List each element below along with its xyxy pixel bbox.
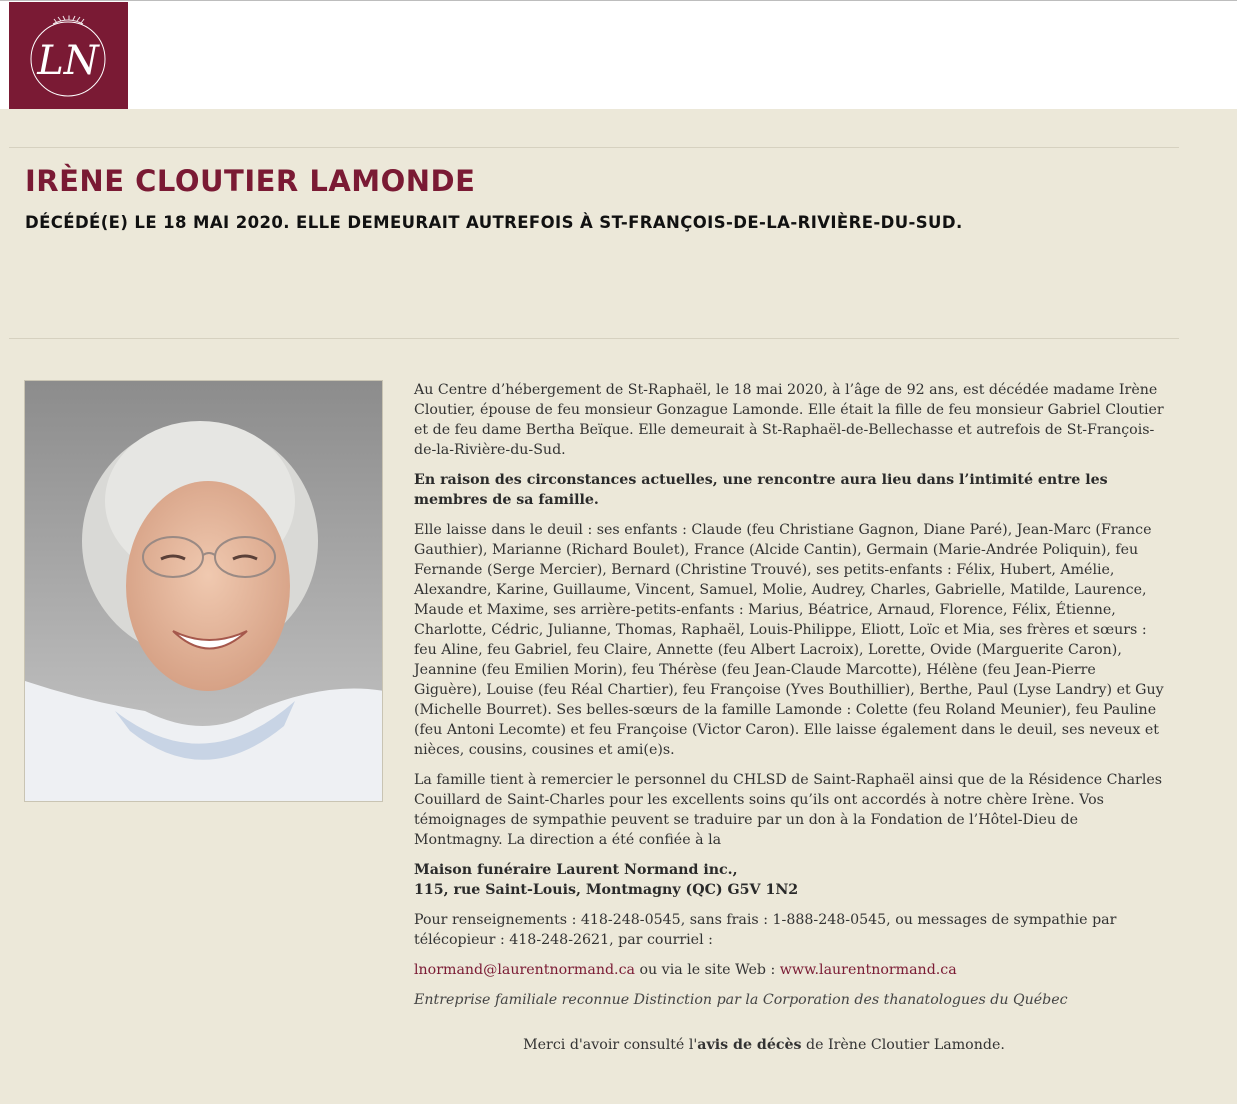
portrait-photo-icon xyxy=(25,381,383,802)
svg-text:LN: LN xyxy=(37,38,99,84)
funeral-home-name: Maison funéraire Laurent Normand inc., xyxy=(414,862,738,878)
via-text: ou via le site Web : xyxy=(634,962,780,978)
distinction-note xyxy=(414,990,1166,1010)
footer-message xyxy=(414,1035,1114,1055)
obituary-paragraph-4: La famille tient à remercier le personnel du CHLSD de Saint-Raphaël ainsi que de la Résidence Charles Couillard de Saint-Charles pour les excellents soins qu’ils ont accordés à notre chère Irène. Vos témoignages de sympathie peuvent se traduire par un don à la Fondation de l’Hôtel-Dieu de Montmagny. La direction a été confiée à la xyxy=(414,772,1163,848)
top-bar xyxy=(0,0,1237,109)
ln-monogram-icon xyxy=(9,2,128,109)
footer-prefix: Merci d'avoir consulté l' xyxy=(523,1037,698,1053)
distinction-text: Entreprise familiale reconnue Distinction par la Corporation des thanatologues du Québec xyxy=(414,992,1068,1008)
page-title: IRÈNE CLOUTIER LAMONDE xyxy=(25,164,476,198)
contact-info: Pour renseignements : 418-248-0545, sans frais : 1-888-248-0545, ou messages de sympathie par télécopieur : 418-248-2621, par courriel : xyxy=(414,912,1117,948)
portrait-photo xyxy=(24,380,383,802)
funeral-home-address: 115, rue Saint-Louis, Montmagny (QC) G5V 1N2 xyxy=(414,882,799,898)
divider-top xyxy=(9,147,1179,148)
footer-suffix: de Irène Cloutier Lamonde. xyxy=(801,1037,1005,1053)
contact-links xyxy=(414,960,1166,980)
obituary-paragraph-2 xyxy=(414,470,1166,510)
obituary-paragraph-1: Au Centre d’hébergement de St-Raphaël, le 18 mai 2020, à l’âge de 92 ans, est décédée madame Irène Cloutier, épouse de feu monsieur Gonzague Lamonde. Elle était la fille de feu monsieur Gabriel Cloutier et de feu dame Bertha Beïque. Elle demeurait à St-Raphaël-de-Bellechasse et autrefois de St-François-de-la-Rivière-du-Sud. xyxy=(414,382,1164,458)
funeral-home-block xyxy=(414,860,1166,900)
death-subtitle: DÉCÉDÉ(E) LE 18 MAI 2020. ELLE DEMEURAIT AUTREFOIS À ST-FRANÇOIS-DE-LA-RIVIÈRE-DU-SUD. xyxy=(25,213,963,232)
divider-bottom xyxy=(9,338,1179,339)
email-link[interactable]: lnormand@laurentnormand.ca xyxy=(414,962,635,978)
obituary-text xyxy=(414,380,1166,1020)
obituary-paragraph-3: Elle laisse dans le deuil : ses enfants : Claude (feu Christiane Gagnon, Diane Paré), Jean-Marc (France Gauthier), Marianne (Richard Boulet), France (Alcide Cantin), Germain (Marie-Andrée Poliquin), feu Fernande (Serge Mercier), Bernard (Christine Trouvé), ses petits-enfants : Félix, Hubert, Amélie, Alexandre, Karine, Guillaume, Vincent, Samuel, Molie, Audrey, Charles, Gabrielle, Matilde, Laurence, Maude et Maxime, ses arrière-petits-enfants : Marius, Béatrice, Arnaud, Florence, Félix, Étienne, Charlotte, Cédric, Julianne, Thomas, Raphaël, Louis-Philippe, Eliott, Loïc et Mia, ses frères et sœurs : feu Aline, feu Gabriel, feu Claire, Annette (feu Albert Lacroix), Lorette, Ovide (Marguerite Caron), Jeannine (feu Emilien Morin), feu Thérèse (feu Jean-Claude Marcotte), Hélène (feu Jean-Pierre Giguère), Louise (feu Réal Chartier), feu Françoise (Yves Bouthillier), Berthe, Paul (Lyse Landry) et Guy (Michelle Bourret). Ses belles-sœurs de la famille Lamonde : Colette (feu Roland Meunier), feu Pauline (feu Antoni Lecomte) et feu Françoise (Victor Caron). Elle laisse également dans le deuil, ses neveux et nièces, cousins, cousines et ami(e)s. xyxy=(414,522,1164,758)
website-link[interactable]: www.laurentnormand.ca xyxy=(779,962,957,978)
footer-bold: avis de décès xyxy=(697,1037,802,1053)
circumstances-notice: En raison des circonstances actuelles, une rencontre aura lieu dans l’intimité entre les membres de sa famille. xyxy=(414,472,1108,508)
logo[interactable] xyxy=(9,2,128,109)
